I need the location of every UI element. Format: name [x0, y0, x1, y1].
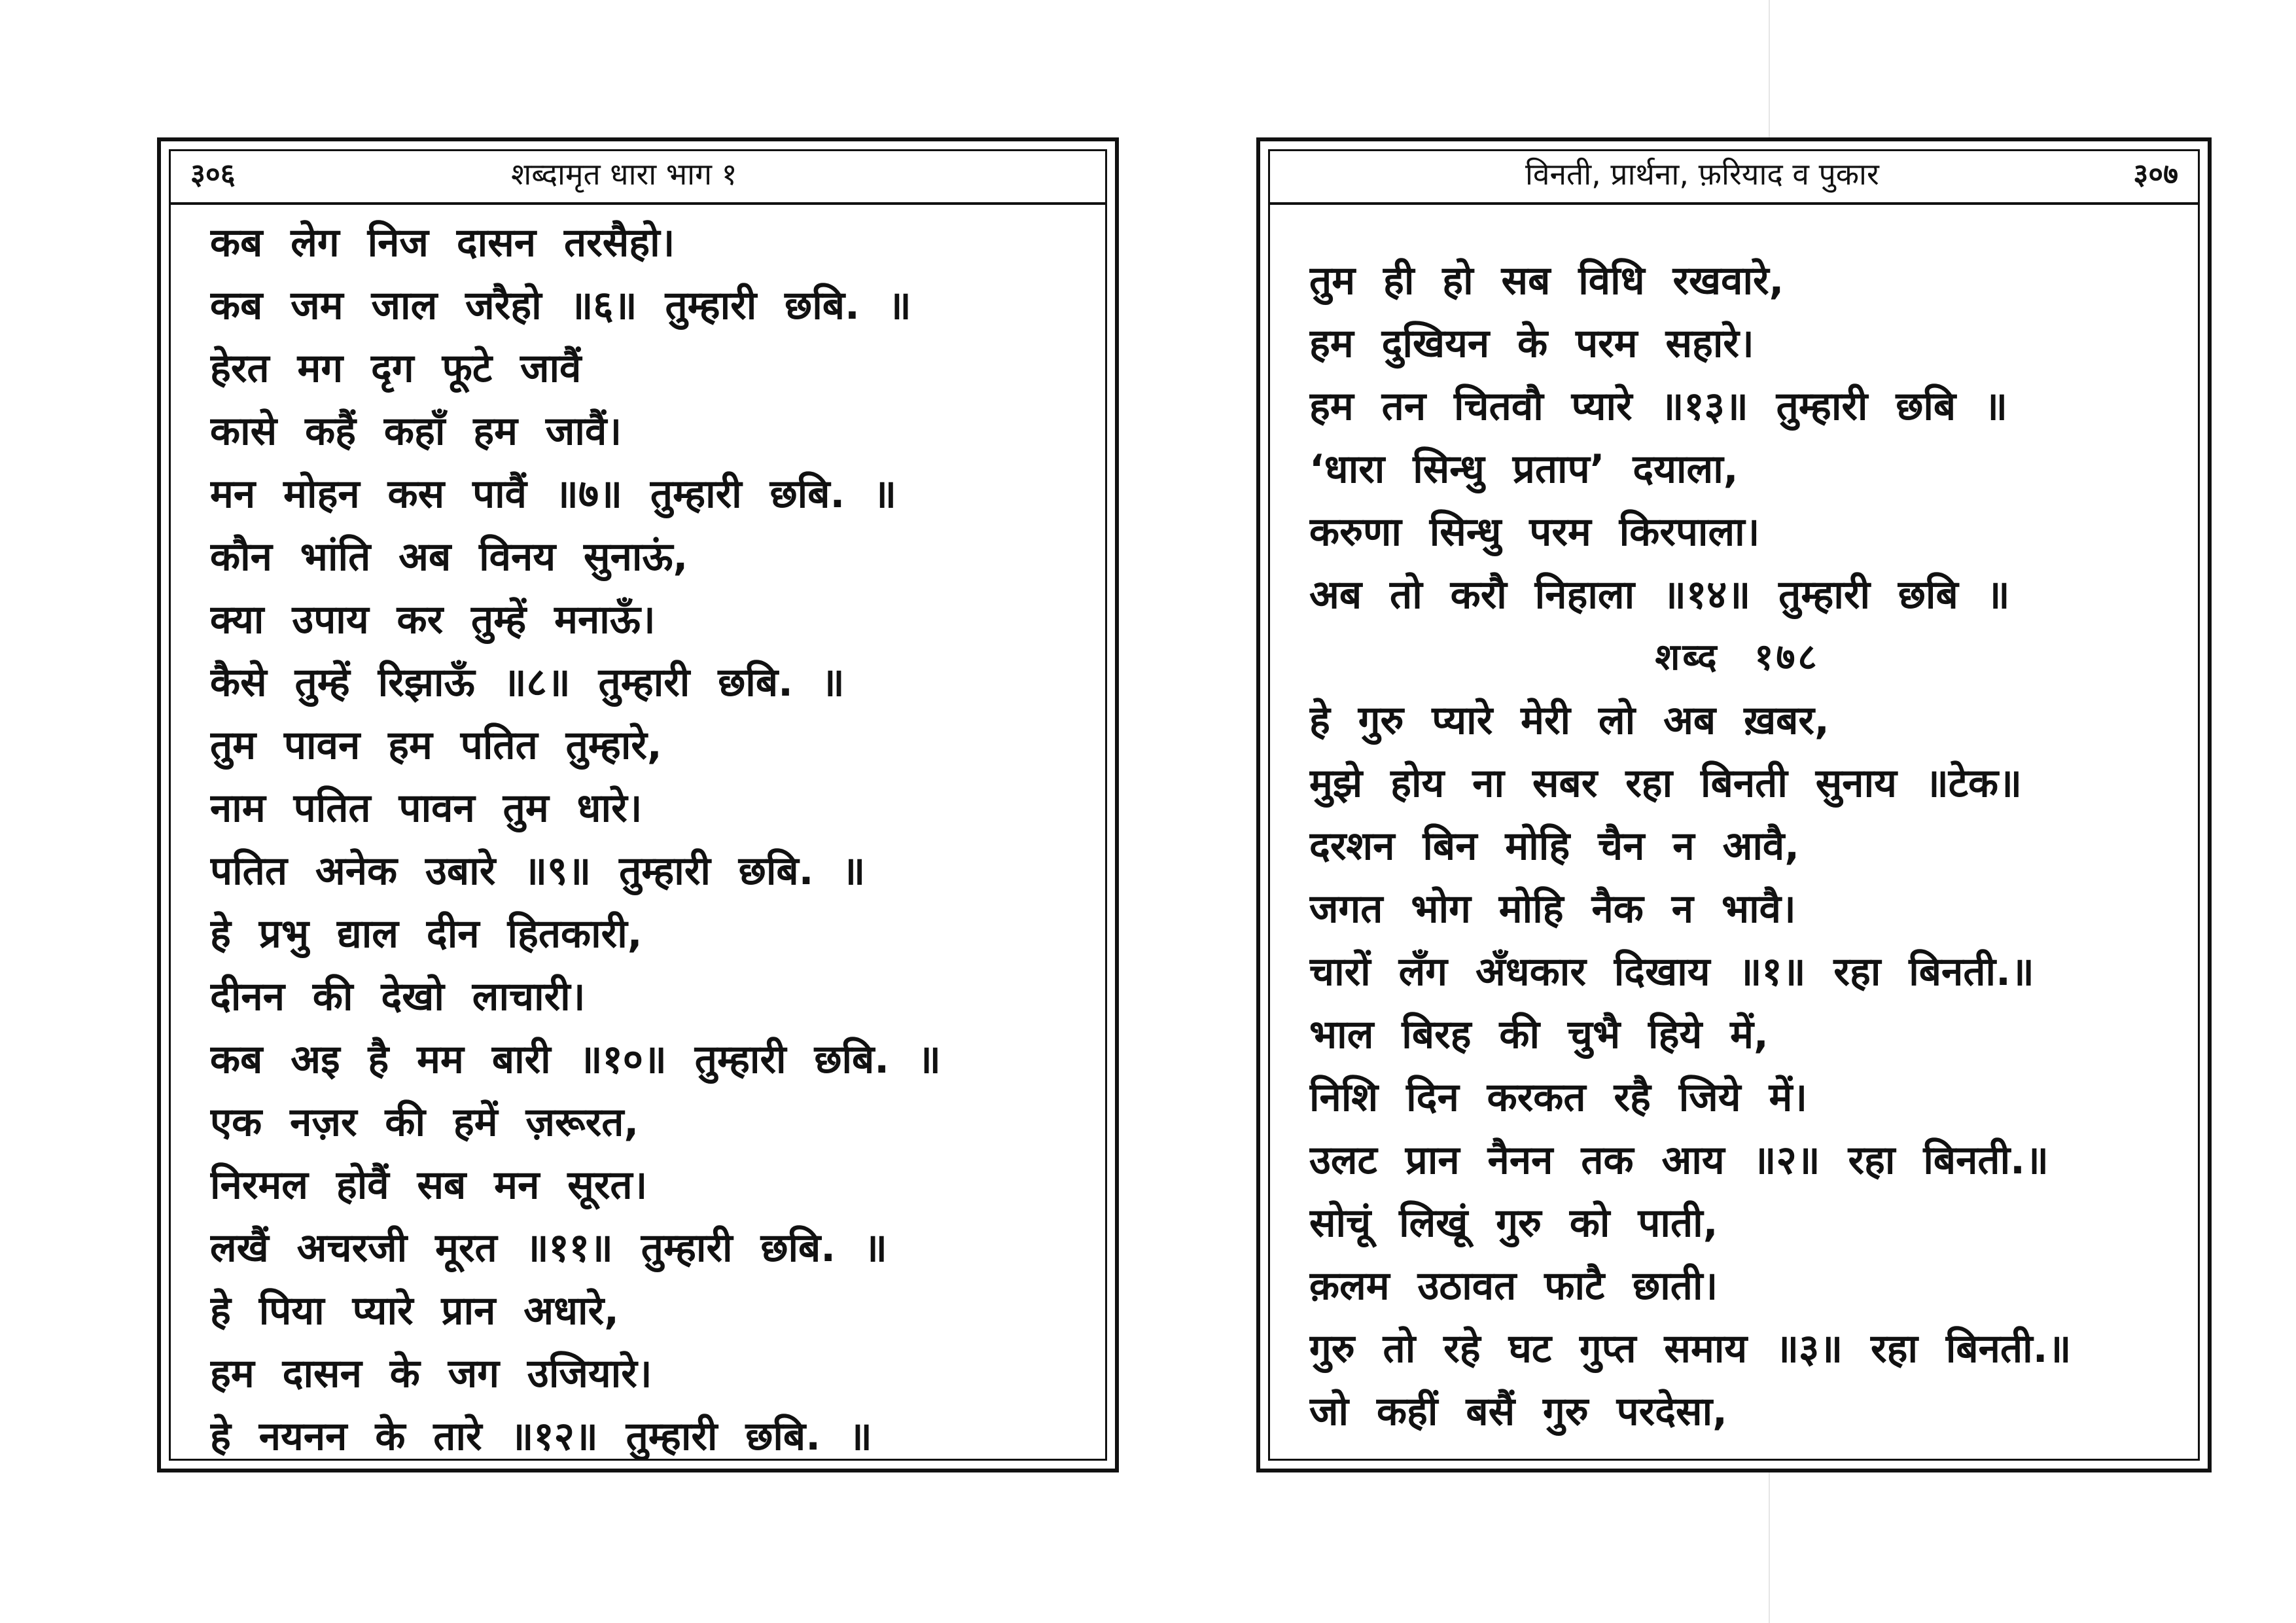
verse-line: कौन भांति अब विनय सुनाऊं,: [210, 534, 688, 580]
right-page-number: ३०७: [2133, 158, 2178, 191]
verse-line: तुम ही हो सब विधि रखवारे,: [1309, 258, 1784, 304]
right-page-header-title: विनती, प्रार्थना, फ़रियाद व पुकार: [1525, 156, 1879, 192]
left-page-header: [171, 151, 1105, 205]
verse-line: हम दुखियन के परम सहारे।: [1309, 321, 1754, 366]
verse-line: हम दासन के जग उजियारे।: [210, 1351, 652, 1397]
verse-line: नाम पतित पावन तुम धारे।: [210, 785, 643, 831]
verse-line: चारों लँग अँधकार दिखाय ॥१॥ रहा बिनती.॥: [1309, 949, 2034, 995]
verse-line: निरमल होवैं सब मन सूरत।: [210, 1162, 648, 1208]
verse-line: सोचूं लिखूं गुरु को पाती,: [1309, 1200, 1718, 1246]
verse-line: हे नयनन के तारे ॥१२॥ तुम्हारी छबि. ॥: [210, 1414, 872, 1459]
verse-line: हे प्रभु द्याल दीन हितकारी,: [210, 911, 643, 957]
verse-line: दरशन बिन मोहि चैन न आवै,: [1309, 823, 1800, 869]
verse-line: क्या उपाय कर तुम्हें मनाऊँ।: [210, 597, 656, 643]
verse-line: कासे कहैं कहाँ हम जावैं।: [210, 408, 622, 454]
left-page-number: ३०६: [190, 158, 236, 191]
verse-line: गुरु तो रहे घट गुप्त समाय ॥३॥ रहा बिनती.॥: [1309, 1326, 2072, 1372]
verse-line: भाल बिरह की चुभै हिये में,: [1309, 1012, 1769, 1058]
verse-line: तुम पावन हम पतित तुम्हारे,: [210, 722, 662, 768]
verse-line: दीनन की देखो लाचारी।: [210, 974, 586, 1020]
right-page-text: [1309, 249, 2165, 1443]
left-page: [157, 137, 1119, 1472]
verse-line: निशि दिन करकत रहै जिये में।: [1309, 1075, 1808, 1120]
right-page-header: [1270, 151, 2198, 205]
verse-line: एक नज़र की हमें ज़रूरत,: [210, 1099, 639, 1145]
verse-line: कब लेग निज दासन तरसैहो।: [210, 220, 675, 266]
left-page-header-title: शब्दामृत धारा भाग १: [511, 156, 737, 192]
right-page: [1256, 137, 2212, 1472]
verse-line: मुझे होय ना सबर रहा बिनती सुनाय ॥टेक॥: [1309, 760, 2022, 806]
verse-line: कब अइ है मम बारी ॥१०॥ तुम्हारी छबि. ॥: [210, 1037, 941, 1082]
left-page-frame: [169, 149, 1107, 1461]
verse-line: कब जम जाल जरैहो ॥६॥ तुम्हारी छबि. ॥: [210, 283, 911, 329]
verse-line: हे गुरु प्यारे मेरी लो अब ख़बर,: [1309, 698, 1829, 743]
verse-line: हम तन चितवौ प्यारे ॥१३॥ तुम्हारी छबि ॥: [1309, 383, 2008, 429]
verse-line: ‘धारा सिन्धु प्रताप’ दयाला,: [1309, 446, 1739, 492]
verse-line: जगत भोग मोहि नैक न भावै।: [1309, 886, 1796, 932]
verse-line: करुणा सिन्धु परम किरपाला।: [1309, 509, 1760, 555]
verse-line: अब तो करौ निहाला ॥१४॥ तुम्हारी छबि ॥: [1309, 572, 2010, 618]
verse-line: क़लम उठावत फाटै छाती।: [1309, 1263, 1718, 1309]
verse-line: उलट प्रान नैनन तक आय ॥२॥ रहा बिनती.॥: [1309, 1137, 2049, 1183]
verse-line: पतित अनेक उबारे ॥९॥ तुम्हारी छबि. ॥: [210, 848, 866, 894]
verse-line: हे पिया प्यारे प्रान अधारे,: [210, 1288, 619, 1334]
verse-line: मन मोहन कस पावैं ॥७॥ तुम्हारी छबि. ॥: [210, 471, 897, 517]
verse-line: कैसे तुम्हें रिझाऊँ ॥८॥ तुम्हारी छबि. ॥: [210, 660, 845, 705]
right-page-frame: [1268, 149, 2200, 1461]
left-page-text: [210, 211, 1072, 1468]
section-heading: शब्द १७८: [1655, 636, 1820, 679]
verse-line: जो कहीं बसैं गुरु परदेसा,: [1309, 1389, 1727, 1435]
verse-line: लखैं अचरजी मूरत ॥११॥ तुम्हारी छबि. ॥: [210, 1225, 887, 1271]
verse-line: हेरत मग दृग फूटे जावैं: [210, 346, 582, 391]
